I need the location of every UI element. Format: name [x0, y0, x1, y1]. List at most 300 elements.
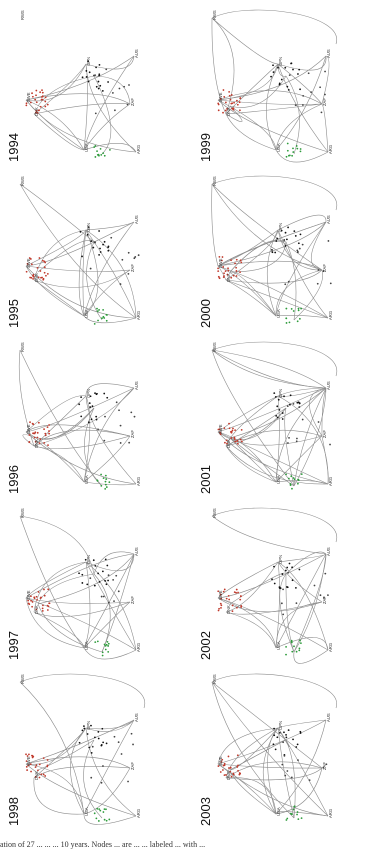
node-label-zaf: ZAF	[322, 264, 327, 272]
node-label-zaf: ZAF	[130, 762, 135, 770]
asia-cluster-node	[106, 742, 108, 744]
asia-cluster-node	[102, 741, 104, 743]
asia-cluster-node	[89, 402, 91, 404]
america-cluster-node	[299, 640, 301, 642]
america-cluster-node	[101, 317, 103, 319]
network-edge	[322, 56, 329, 104]
america-cluster-node	[93, 146, 95, 148]
asia-cluster-node	[281, 79, 283, 81]
network-edge	[84, 436, 130, 482]
asia-cluster-node	[104, 241, 106, 243]
europe-cluster-node	[35, 94, 37, 96]
europe-cluster-node	[239, 109, 241, 111]
scatter-node	[131, 733, 133, 735]
europe-cluster-node	[42, 92, 44, 94]
europe-cluster-node	[40, 106, 42, 108]
europe-cluster-node	[36, 596, 38, 598]
network-edge	[286, 574, 294, 652]
scatter-node	[92, 746, 94, 748]
network-panel	[6, 674, 145, 826]
node-label-zaf: ZAF	[322, 98, 327, 106]
europe-cluster-node	[234, 441, 236, 443]
america-cluster-node	[99, 810, 101, 812]
scatter-node	[114, 736, 116, 738]
network-edge	[218, 598, 322, 612]
asia-cluster-node	[275, 240, 277, 242]
europe-cluster-node	[32, 757, 34, 759]
america-cluster-node	[106, 820, 108, 822]
asia-cluster-node	[279, 732, 281, 734]
america-cluster-node	[97, 310, 99, 312]
network-edge	[212, 350, 326, 388]
america-cluster-node	[291, 488, 293, 490]
america-cluster-node	[291, 640, 293, 642]
europe-cluster-node	[45, 435, 47, 437]
asia-cluster-node	[276, 736, 278, 738]
europe-cluster-node	[43, 774, 45, 776]
asia-cluster-node	[98, 254, 100, 256]
scatter-node	[134, 256, 136, 258]
america-cluster-node	[108, 643, 110, 645]
europe-cluster-node	[48, 433, 50, 435]
europe-cluster-node	[223, 272, 225, 274]
europe-cluster-node	[32, 755, 34, 757]
network-edge	[311, 222, 326, 270]
scatter-node	[119, 88, 121, 90]
europe-cluster-node	[220, 603, 222, 605]
europe-cluster-node	[236, 440, 238, 442]
asia-cluster-node	[101, 728, 103, 730]
europe-cluster-node	[236, 100, 238, 102]
europe-cluster-node	[40, 773, 42, 775]
america-cluster-node	[98, 820, 100, 822]
node-label-opn: OPN	[86, 222, 91, 232]
network-edge	[84, 768, 130, 814]
node-label-aus: AUS	[134, 49, 139, 58]
network-edge	[38, 574, 94, 604]
asia-cluster-node	[98, 81, 100, 83]
scatter-node	[127, 781, 129, 783]
asia-cluster-node	[286, 567, 288, 569]
node-label-zaf: ZAF	[130, 596, 135, 604]
scatter-node	[296, 438, 298, 440]
europe-cluster-node	[228, 767, 230, 769]
asia-cluster-node	[275, 748, 277, 750]
europe-cluster-node	[43, 278, 45, 280]
asia-cluster-node	[106, 583, 108, 585]
europe-cluster-node	[44, 101, 46, 103]
america-cluster-node	[287, 150, 289, 152]
europe-cluster-node	[32, 432, 34, 434]
asia-cluster-node	[274, 252, 276, 254]
scatter-node	[110, 237, 112, 239]
asia-cluster-node	[297, 251, 299, 253]
europe-cluster-node	[44, 595, 46, 597]
europe-cluster-node	[43, 428, 45, 430]
asia-cluster-node	[292, 738, 294, 740]
asia-cluster-node	[271, 578, 273, 580]
scatter-node	[302, 95, 304, 97]
america-cluster-node	[107, 641, 109, 643]
asia-cluster-node	[295, 587, 297, 589]
node-label-usa: USA	[276, 807, 281, 816]
scatter-node	[104, 416, 106, 418]
america-cluster-node	[296, 145, 298, 147]
america-cluster-node	[108, 481, 110, 483]
europe-cluster-node	[38, 591, 40, 593]
asia-cluster-node	[102, 570, 104, 572]
asia-cluster-node	[98, 73, 100, 75]
network-edge	[84, 316, 136, 323]
asia-cluster-node	[103, 393, 105, 395]
node-label-arg: ARG	[328, 310, 333, 320]
asia-cluster-node	[79, 742, 81, 744]
asia-cluster-node	[78, 572, 80, 574]
network-panel	[6, 176, 141, 328]
node-label-rws: RWS	[212, 10, 217, 20]
europe-cluster-node	[232, 427, 234, 429]
asia-cluster-node	[288, 89, 290, 91]
asia-cluster-node	[278, 399, 280, 401]
europe-cluster-node	[44, 775, 46, 777]
asia-cluster-node	[95, 416, 97, 418]
europe-cluster-node	[34, 597, 36, 599]
asia-cluster-node	[273, 71, 275, 73]
asia-cluster-node	[274, 583, 276, 585]
america-cluster-node	[292, 151, 294, 153]
network-edge	[212, 342, 337, 376]
node-label-dnk: DNK	[226, 771, 231, 780]
network-edge	[34, 436, 130, 449]
asia-cluster-node	[102, 244, 104, 246]
europe-cluster-node	[222, 256, 224, 258]
america-cluster-node	[285, 819, 287, 821]
network-edge	[212, 682, 322, 768]
europe-cluster-node	[232, 109, 234, 111]
europe-cluster-node	[223, 89, 225, 91]
network-edge	[226, 280, 276, 316]
panel-year-label: 2001	[198, 465, 213, 494]
asia-cluster-node	[275, 396, 277, 398]
america-cluster-node	[102, 651, 104, 653]
node-label-rws: RWS	[212, 508, 217, 518]
network-edge	[34, 778, 84, 814]
scatter-node	[128, 442, 130, 444]
europe-cluster-node	[39, 91, 41, 93]
europe-cluster-node	[36, 764, 38, 766]
node-label-opn: OPN	[86, 388, 91, 398]
asia-cluster-node	[282, 418, 284, 420]
network-edge	[20, 516, 94, 574]
america-cluster-node	[298, 649, 300, 651]
node-label-dnk: DNK	[34, 439, 39, 448]
node-label-usa: USA	[84, 475, 89, 484]
asia-cluster-node	[92, 405, 94, 407]
europe-cluster-node	[236, 275, 238, 277]
europe-cluster-node	[230, 259, 232, 261]
europe-cluster-node	[48, 605, 50, 607]
asia-cluster-node	[272, 64, 274, 66]
asia-cluster-node	[291, 566, 293, 568]
network-edge	[276, 554, 326, 648]
node-label-dnk: DNK	[226, 605, 231, 614]
europe-cluster-node	[28, 602, 30, 604]
asia-cluster-node	[89, 71, 91, 73]
network-edge	[86, 64, 136, 152]
europe-cluster-node	[43, 261, 45, 263]
scatter-node	[120, 283, 122, 285]
europe-cluster-node	[47, 444, 49, 446]
asia-cluster-node	[297, 743, 299, 745]
network-edge	[218, 764, 322, 768]
node-label-swe: SWE	[26, 258, 31, 268]
america-cluster-node	[298, 309, 300, 311]
scatter-node	[112, 92, 114, 94]
europe-cluster-node	[37, 769, 39, 771]
europe-cluster-node	[230, 437, 232, 439]
asia-cluster-node	[285, 245, 287, 247]
europe-cluster-node	[44, 106, 46, 108]
scatter-node	[134, 416, 136, 418]
asia-cluster-node	[86, 583, 88, 585]
europe-cluster-node	[239, 101, 241, 103]
europe-cluster-node	[31, 263, 33, 265]
europe-cluster-node	[224, 763, 226, 765]
node-label-swe: SWE	[218, 424, 223, 434]
scatter-node	[121, 753, 123, 755]
europe-cluster-node	[36, 599, 38, 601]
scatter-node	[284, 283, 286, 285]
scatter-node	[317, 269, 319, 271]
network-edge	[230, 76, 286, 107]
europe-cluster-node	[32, 601, 34, 603]
scatter-node	[118, 409, 120, 411]
network-edge	[212, 10, 337, 44]
network-panel	[6, 508, 141, 660]
scatter-node	[94, 242, 96, 244]
panel-year-label: 2002	[198, 631, 213, 660]
asia-cluster-node	[273, 728, 275, 730]
europe-cluster-node	[44, 433, 46, 435]
asia-cluster-node	[300, 233, 302, 235]
scatter-node	[291, 777, 293, 779]
europe-cluster-node	[228, 595, 230, 597]
node-label-arg: ARG	[136, 808, 141, 818]
america-cluster-node	[96, 308, 98, 310]
network-edge	[26, 230, 86, 266]
europe-cluster-node	[48, 430, 50, 432]
europe-cluster-node	[239, 773, 241, 775]
europe-cluster-node	[42, 607, 44, 609]
asia-cluster-node	[273, 566, 275, 568]
europe-cluster-node	[218, 610, 220, 612]
network-edge	[278, 562, 322, 602]
europe-cluster-node	[25, 753, 27, 755]
europe-cluster-node	[26, 769, 28, 771]
europe-cluster-node	[241, 441, 243, 443]
america-cluster-node	[102, 309, 104, 311]
asia-cluster-node	[298, 242, 300, 244]
network-panel	[198, 342, 337, 494]
scatter-node	[282, 741, 284, 743]
scatter-node	[282, 614, 284, 616]
network-panel	[198, 508, 337, 663]
node-label-dnk: DNK	[226, 273, 231, 282]
asia-cluster-node	[105, 558, 107, 560]
node-label-rws: RWS	[20, 342, 25, 352]
asia-cluster-node	[299, 88, 301, 90]
scatter-node	[118, 590, 120, 592]
europe-cluster-node	[222, 769, 224, 771]
europe-cluster-node	[234, 438, 236, 440]
america-cluster-node	[95, 817, 97, 819]
america-cluster-node	[98, 808, 100, 810]
asia-cluster-node	[276, 238, 278, 240]
node-label-usa: USA	[276, 641, 281, 650]
network-edge	[278, 230, 328, 318]
node-label-rws: RWS	[212, 176, 217, 186]
europe-cluster-node	[236, 589, 238, 591]
network-edge	[84, 720, 134, 814]
asia-cluster-node	[289, 404, 291, 406]
panel-year-label: 2000	[198, 299, 213, 328]
america-cluster-node	[102, 152, 104, 154]
america-cluster-node	[294, 478, 296, 480]
asia-cluster-node	[98, 230, 100, 232]
network-edge	[276, 150, 328, 162]
america-cluster-node	[289, 483, 291, 485]
scatter-node	[288, 281, 290, 283]
asia-cluster-node	[283, 239, 285, 241]
asia-cluster-node	[281, 573, 283, 575]
europe-cluster-node	[218, 276, 220, 278]
europe-cluster-node	[47, 764, 49, 766]
node-label-aus: AUS	[326, 215, 331, 224]
europe-cluster-node	[40, 277, 42, 279]
europe-cluster-node	[47, 759, 49, 761]
america-cluster-node	[97, 320, 99, 322]
network-edge	[20, 516, 84, 648]
asia-cluster-node	[285, 736, 287, 738]
scatter-node	[97, 428, 99, 430]
node-label-arg: ARG	[328, 642, 333, 652]
node-label-opn: OPN	[86, 720, 91, 730]
network-edge	[26, 554, 134, 598]
europe-cluster-node	[41, 96, 43, 98]
network-edge	[278, 230, 322, 270]
asia-cluster-node	[298, 401, 300, 403]
america-cluster-node	[294, 805, 296, 807]
asia-cluster-node	[80, 396, 82, 398]
node-label-aus: AUS	[134, 215, 139, 224]
america-cluster-node	[285, 317, 287, 319]
scatter-node	[327, 594, 329, 596]
america-cluster-node	[104, 488, 106, 490]
america-cluster-node	[291, 155, 293, 157]
america-cluster-node	[286, 156, 288, 158]
asia-cluster-node	[81, 574, 83, 576]
panel-year-label: 1995	[6, 299, 21, 328]
asia-cluster-node	[278, 409, 280, 411]
europe-cluster-node	[47, 104, 49, 106]
europe-cluster-node	[36, 437, 38, 439]
scatter-node	[128, 84, 130, 86]
node-label-zaf: ZAF	[130, 98, 135, 106]
scatter-node	[112, 579, 114, 581]
asia-cluster-node	[108, 246, 110, 248]
node-label-swe: SWE	[26, 92, 31, 102]
europe-cluster-node	[37, 432, 39, 434]
europe-cluster-node	[31, 92, 33, 94]
asia-cluster-node	[99, 248, 101, 250]
america-cluster-node	[297, 818, 299, 820]
network-edge	[87, 242, 102, 320]
panel-year-label: 1996	[6, 465, 21, 494]
asia-cluster-node	[92, 247, 94, 249]
asia-cluster-node	[78, 403, 80, 405]
asia-cluster-node	[96, 419, 98, 421]
network-edge	[38, 76, 94, 106]
scatter-node	[103, 440, 105, 442]
europe-cluster-node	[228, 599, 230, 601]
scatter-node	[281, 764, 283, 766]
asia-cluster-node	[295, 746, 297, 748]
europe-cluster-node	[222, 112, 224, 114]
node-label-opn: OPN	[278, 554, 283, 564]
america-cluster-node	[286, 322, 288, 324]
network-edge	[38, 740, 94, 770]
network-panel	[6, 10, 141, 162]
asia-cluster-node	[82, 76, 84, 78]
europe-cluster-node	[240, 259, 242, 261]
network-edge	[276, 768, 322, 814]
asia-cluster-node	[86, 76, 88, 78]
europe-cluster-node	[228, 756, 230, 758]
america-cluster-node	[106, 314, 108, 316]
asia-cluster-node	[99, 85, 101, 87]
asia-cluster-node	[106, 397, 108, 399]
europe-cluster-node	[239, 599, 241, 601]
network-edge	[86, 384, 134, 396]
scatter-node	[328, 240, 330, 242]
network-edge	[26, 266, 136, 318]
network-edge	[212, 350, 326, 388]
europe-cluster-node	[237, 764, 239, 766]
europe-cluster-node	[239, 97, 241, 99]
network-edge	[212, 508, 337, 542]
america-cluster-node	[104, 808, 106, 810]
scatter-node	[289, 74, 291, 76]
europe-cluster-node	[225, 102, 227, 104]
network-edge	[276, 637, 328, 650]
america-cluster-node	[296, 814, 298, 816]
node-label-zaf: ZAF	[322, 762, 327, 770]
scatter-node	[114, 109, 116, 111]
asia-cluster-node	[83, 725, 85, 727]
america-cluster-node	[291, 308, 293, 310]
scatter-node	[118, 741, 120, 743]
asia-cluster-node	[99, 64, 101, 66]
europe-cluster-node	[49, 602, 51, 604]
network-edge	[94, 76, 111, 154]
network-edge	[212, 682, 328, 816]
europe-cluster-node	[40, 597, 42, 599]
europe-cluster-node	[31, 606, 33, 608]
europe-cluster-node	[41, 99, 43, 101]
network-edge	[218, 91, 322, 104]
node-label-usa: USA	[84, 641, 89, 650]
asia-cluster-node	[292, 579, 294, 581]
